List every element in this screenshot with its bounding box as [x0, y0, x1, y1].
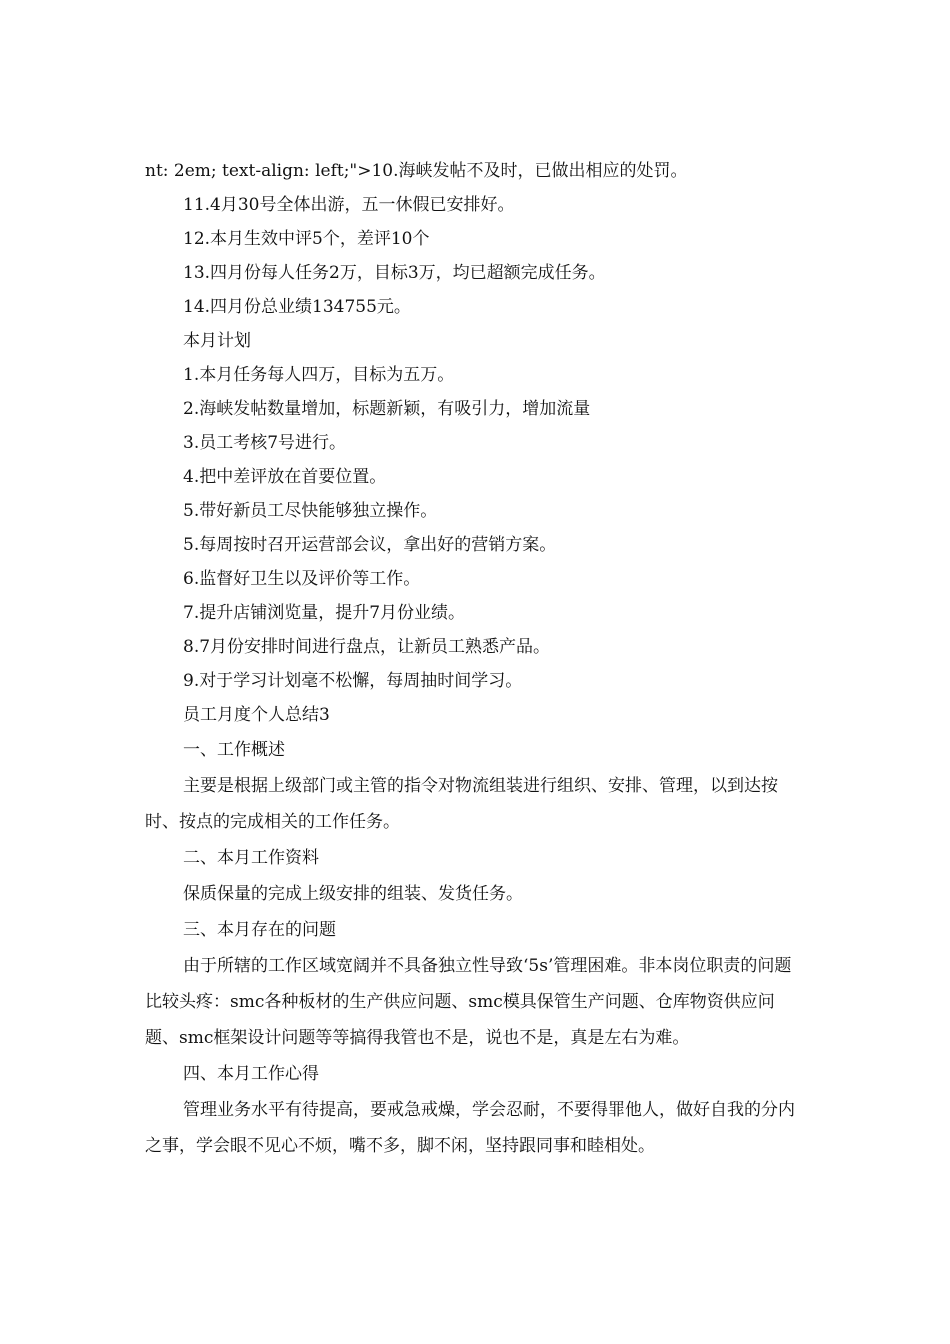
paragraph-item-11: 11.4月30号全体出游，五一休假已安排好。 [183, 195, 515, 215]
document-body [145, 154, 805, 1164]
heading-work-insights: 四、本月工作心得 [183, 1064, 319, 1084]
paragraph-work-overview: 主要是根据上级部门或主管的指令对物流组装进行组织、安排、管理，以到达按时、按点的完成相关的工作任务。 [145, 776, 778, 832]
plan-item-4: 4.把中差评放在首要位置。 [183, 467, 387, 487]
plan-item-7: 7.提升店铺浏览量，提升7月份业绩。 [183, 603, 466, 623]
section-heading-monthly-plan: 本月计划 [183, 331, 251, 351]
plan-item-9: 9.对于学习计划毫不松懈，每周抽时间学习。 [183, 671, 523, 691]
plan-item-3: 3.员工考核7号进行。 [183, 433, 347, 453]
heading-monthly-materials: 二、本月工作资料 [183, 848, 319, 868]
paragraph-work-insights: 管理业务水平有待提高，要戒急戒燥，学会忍耐，不要得罪他人，做好自我的分内之事，学会眼不见心不烦，嘴不多，脚不闲，坚持跟同事和睦相处。 [145, 1100, 795, 1156]
paragraph-monthly-materials: 保质保量的完成上级安排的组装、发货任务。 [183, 884, 523, 904]
paragraph-item-12: 12.本月生效中评5个，差评10个 [183, 229, 430, 249]
plan-item-5a: 5.带好新员工尽快能够独立操作。 [183, 501, 438, 521]
heading-existing-problems: 三、本月存在的问题 [183, 920, 336, 940]
heading-work-overview: 一、工作概述 [183, 740, 285, 760]
section-title-summary-3: 员工月度个人总结3 [183, 705, 330, 725]
paragraph-existing-problems: 由于所辖的工作区域宽阔并不具备独立性导致‘5s’管理困难。非本岗位职责的问题比较头疼：smc各种板材的生产供应问题、smc模具保管生产问题、仓库物资供应问题、smc框架设计问题等等搞得我管也不是，说也不是，真是左右为难。 [145, 956, 792, 1048]
paragraph-item-14: 14.四月份总业绩134755元。 [183, 297, 411, 317]
plan-item-5b: 5.每周按时召开运营部会议，拿出好的营销方案。 [183, 535, 557, 555]
plan-item-2: 2.海峡发帖数量增加，标题新颖，有吸引力，增加流量 [183, 399, 591, 419]
paragraph-item-13: 13.四月份每人任务2万，目标3万，均已超额完成任务。 [183, 263, 606, 283]
plan-item-1: 1.本月任务每人四万，目标为五万。 [183, 365, 455, 385]
plan-item-6: 6.监督好卫生以及评价等工作。 [183, 569, 421, 589]
plan-item-8: 8.7月份安排时间进行盘点，让新员工熟悉产品。 [183, 637, 551, 657]
paragraph-item-10: nt: 2em; text-align: left;">10.海峡发帖不及时，已做出相应的处罚。 [145, 161, 688, 181]
